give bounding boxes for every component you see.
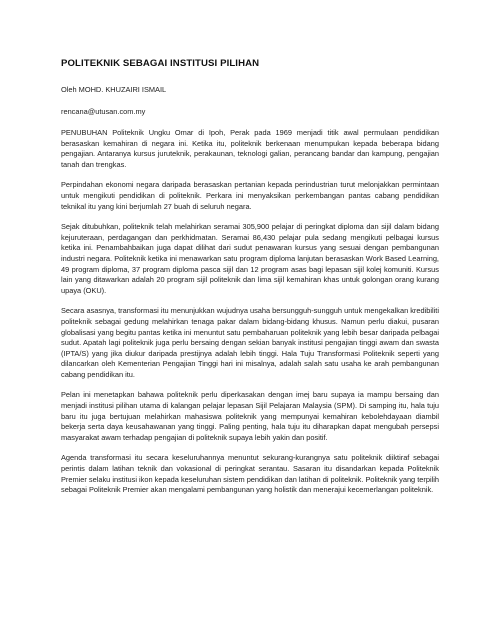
article-paragraph: Agenda transformasi itu secara keseluruhannya menuntut sekurang-kurangnya satu politeknik diiktiraf sebagai perintis dalam latihan teknik dan vokasional di peringkat serantau. Sasaran itu disandarkan kepada Politeknik Premier selaku institusi ikon kepada keseluruhan sistem pendidikan dan latihan di politeknik. Politeknik yang terpilih sebagai Politeknik Premier akan mengalami pembangunan yang holistik dan menerajui kecemerlangan politeknik. <box>61 453 439 495</box>
article-email: rencana@utusan.com.my <box>61 106 146 116</box>
article-author: Oleh MOHD. KHUZAIRI ISMAIL <box>61 85 167 94</box>
article-paragraph: PENUBUHAN Politeknik Ungku Omar di Ipoh, Perak pada 1969 menjadi titik awal permulaan pendidikan berasaskan kemahiran di negara ini. Ketika itu, politeknik berkenaan menumpukan kepada beberapa bidang pengajian. Antaranya kursus juruteknik, perakaunan, teknologi galian, perancang bandar dan kampung, pengajian tanah dan trengkas. <box>61 128 439 169</box>
article <box>61 58 439 506</box>
article-paragraph: Perpindahan ekonomi negara daripada berasaskan pertanian kepada perindustrian turut melonjakkan permintaan untuk mengikuti pendidikan di politeknik. Perkara ini menyaksikan perkembangan pantas cabang pendidikan teknikal itu yang kini berjumlah 27 buah di seluruh negara. <box>61 180 439 211</box>
article-paragraph: Secara asasnya, transformasi itu menunjukkan wujudnya usaha bersungguh-sungguh untuk mengekalkan kredibiliti politeknik sebagai gedung melahirkan tenaga pakar dalam bidang-bidang khusus. Namun perlu diakui, pusaran globalisasi yang begitu pantas ketika ini menuntut satu pembaharuan politeknik yang lebih besar daripada pelbagai sudut. Apatah lagi politeknik juga perlu bersaing dengan sekian banyak institusi pengajian tinggi awam dan swasta (IPTA/S) yang jika diukur daripada prestijnya adalah lebih tinggi. Hala Tuju Transformasi Politeknik seperti yang dilancarkan oleh Kementerian Pengajian Tinggi hari ini misalnya, adalah salah satu usaha ke arah pembangunan cabang pendidikan itu. <box>61 306 439 379</box>
article-paragraph: Pelan ini menetapkan bahawa politeknik perlu diperkasakan dengan imej baru supaya ia mampu bersaing dan menjadi institusi pilihan utama di kalangan pelajar lepasan Sijil Pelajaran Malaysia (SPM). Di samping itu, hala tuju baru itu juga bertujuan melahirkan mahasiswa politeknik yang mempunyai kemahiran kebolehdayaan diambil bekerja serta daya keusahawanan yang tinggi. Paling penting, hala tuju itu diharapkan dapat mengubah persepsi masyarakat awam terhadap pengajian di politeknik supaya lebih yakin dan positif. <box>61 390 439 442</box>
article-title: POLITEKNIK SEBAGAI INSTITUSI PILIHAN <box>61 58 260 69</box>
article-paragraph: Sejak ditubuhkan, politeknik telah melahirkan seramai 305,900 pelajar di peringkat diploma dan sijil dalam bidang kejuruteraan, perdagangan dan perkhidmatan. Seramai 86,430 pelajar pula sedang mengikuti pelbagai kursus ketika ini. Penambahbaikan juga dapat dilihat dari sudut penawaran kursus yang sesuai dengan pembangunan industri negara. Politeknik ketika ini menawarkan satu program diploma lanjutan berasaskan Work Based Learning, 49 program diploma, 37 program diploma pasca sijil dan 12 program asas bagi lepasan sijil kolej komuniti. Kursus lain yang ditawarkan adalah 20 program sijil politeknik dan lima sijil kemahiran khas untuk golongan orang kurang upaya (OKU). <box>61 222 439 295</box>
